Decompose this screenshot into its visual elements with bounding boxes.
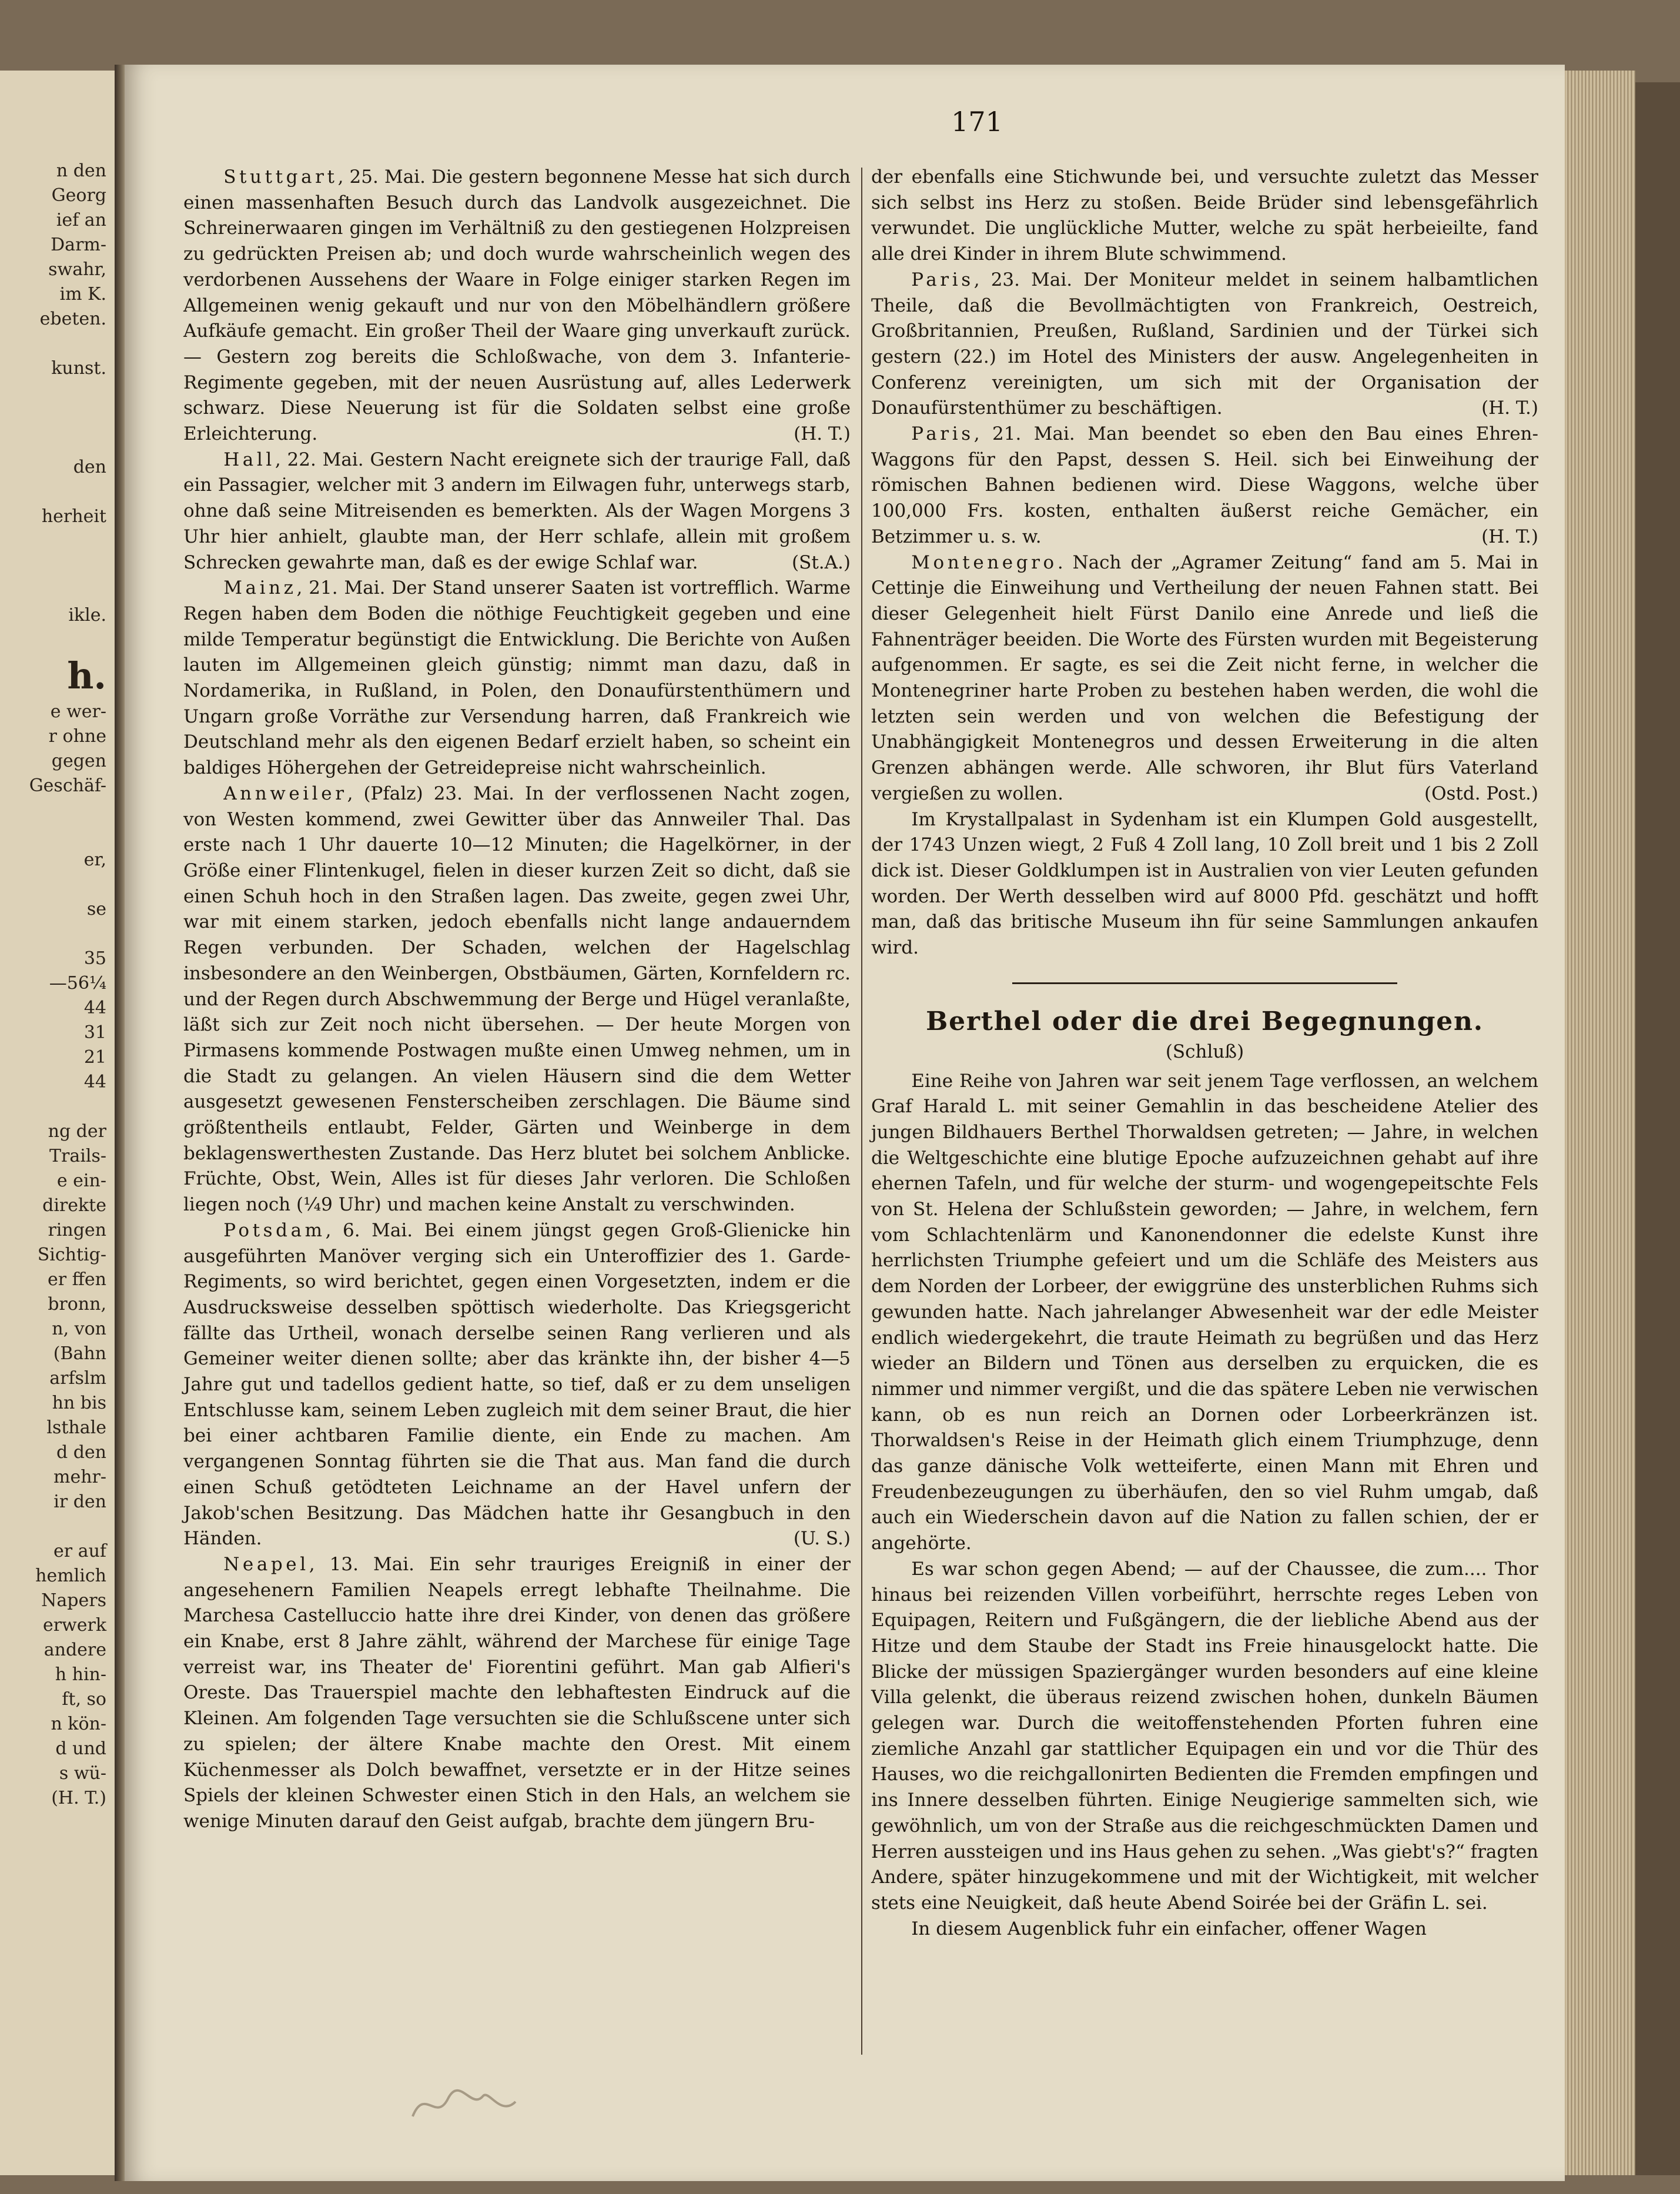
left-page-fragment: erwerk [42, 1615, 106, 1636]
news-paragraph [183, 165, 851, 447]
paragraph-text: der ebenfalls eine Stichwunde bei, und versuchte zuletzt das Messer sich selbst ins Herz zu stoßen. Beide Brüder sind lebensgefährlich verwundet. Die unglückliche Mutter, welche zu spät herbeieilte, fand alle drei Kinder in ihrem Blute schwimmend. [871, 166, 1538, 265]
left-page-fragment: r ohne [48, 726, 106, 747]
story-title: Berthel oder die drei Begegnungen. [926, 1006, 1484, 1036]
left-page-fragment: e wer- [50, 701, 106, 722]
left-page-fragment: direkte [42, 1195, 106, 1216]
book-cover-edge [1635, 82, 1680, 2175]
paragraph-text: , 13. Mai. Ein sehr trauriges Ereigniß in einer der angesehenern Familien Neapels erregt lebhafte Theilnahme. Die Marchesa Castelluccio hatte ihre drei Kinder, von denen das größere ein Knabe, erst 8 Jahre zählt, während der Marchese für einige Tage verreist war, ins Theater de' Fiorentini geführt. Man gab Alfieri's Oreste. Das Trauerspiel machte den lebhaftesten Eindruck auf die Kleinen. Am folgenden Tage versuchten sie die Schlußscene unter sich zu spielen; der ältere Knabe machte den Orest. Mit einem Küchenmesser als Dolch bewaffnet, versetzte er in der Hitze seines Spiels der kleinen Schwester einen Stich in den Hals, an welchem sie wenige Minuten darauf den Geist aufgab, brachte dem jüngern Bru- [183, 1553, 851, 1832]
left-page-fragment [0, 480, 115, 504]
dateline-place: Paris [911, 423, 974, 445]
newspaper-page [125, 65, 1565, 2181]
left-page-fragment: 44 [83, 1072, 106, 1092]
left-page-fragment: d den [56, 1442, 106, 1463]
left-page-fragment: —56¼ [49, 973, 106, 994]
left-page-fragment: er ffen [47, 1269, 106, 1290]
news-paragraph [183, 1552, 851, 1835]
news-paragraph [871, 1917, 1538, 1942]
left-page-fragment: h hin- [55, 1664, 106, 1685]
left-page-fragment: d und [55, 1738, 106, 1759]
paragraph-text: Im Krystallpalast in Sydenham ist ein Klumpen Gold ausgestellt, der 1743 Unzen wiegt, 2 Fuß 4 Zoll lang, 10 Zoll breit und 1 bis 2 Zoll dick ist. Dieser Goldklumpen ist in Australien von vier Leuten gefunden worden. Der Werth desselben wird auf 8000 Pfd. geschätzt und hofft man, daß das britische Museum ihn für seine Sammlungen ankaufen wird. [871, 808, 1538, 959]
left-page-fragment: ikle. [68, 605, 106, 626]
left-page-fragment: (Bahn [53, 1343, 106, 1364]
page-number: 171 [951, 106, 1003, 138]
dateline-place: Potsdam [223, 1219, 326, 1241]
left-page-fragment: se [86, 899, 106, 919]
left-page-fragment: 21 [83, 1047, 106, 1068]
left-page-fragment: Sichtig- [37, 1245, 106, 1265]
source-attribution: (Ostd. Post.) [1424, 782, 1538, 804]
dateline-place: Mainz [223, 577, 297, 599]
news-paragraph [871, 422, 1538, 550]
left-page-fragment: e ein- [56, 1170, 106, 1191]
left-page-fragment [0, 872, 115, 897]
left-page-fragment [0, 381, 115, 406]
left-page-fragment: lsthale [46, 1417, 106, 1438]
left-page-fragment [0, 406, 115, 430]
left-page-fragment: den [73, 457, 106, 477]
left-page-fragment: n den [56, 160, 106, 181]
left-page-fragment: ief an [56, 210, 106, 230]
left-page-fragment [0, 628, 115, 653]
left-page-fragment: bronn, [48, 1294, 106, 1315]
left-page-fragment: er auf [53, 1541, 106, 1561]
left-page-fragment: im K. [59, 284, 106, 305]
left-page-fragment: Darm- [51, 235, 106, 255]
left-page-fragment [0, 554, 115, 578]
source-attribution: (H. T.) [1481, 397, 1538, 419]
left-page-fragment: n kön- [51, 1714, 106, 1734]
right-text-column [871, 165, 1538, 1942]
left-page-fragment: ringen [48, 1220, 106, 1240]
left-page-fragment [0, 1514, 115, 1539]
left-page-fragment: gegen [51, 751, 106, 771]
left-page-fragment: arfslm [49, 1368, 106, 1389]
paragraph-text: Es war schon gegen Abend; — auf der Chaussee, die zum.... Thor hinaus bei reizenden Villen vorbeiführt, herrschte reges Leben von Equipagen, Reitern und Fußgängern, die der liebliche Abend aus der Hitze und dem Staube der Stadt ins Freie hinausgelockt hatte. Die Blicke der müssigen Spaziergänger wurden besonders auf eine kleine Villa gelenkt, die überaus reizend zwischen hohen, dunkeln Bäumen gelegen war. Durch die weitoffenstehenden Pforten fuhren eine ziemliche Anzahl gar stattlicher Equipagen ein und vor die Thür des Hauses, wo die reichgallonirten Bedienten die Fremden empfingen und ins Innere desselben führten. Einige Neugierige sammelten sich, wie gewöhnlich, um von der Straße aus die reichgeschmückten Damen und Herren aussteigen und ins Haus gehen zu sehen. „Was giebt's?“ fragten Andere, später hinzugekommene und mit der Wichtigkeit, mit welcher stets eine Neuigkeit, daß heute Abend Soirée bei der Gräfin L. sei. [871, 1558, 1538, 1914]
source-attribution: (H. T.) [1481, 526, 1538, 547]
left-page-fragment: ft, so [62, 1689, 106, 1710]
news-paragraph [871, 807, 1538, 961]
left-page-fragment: mehr- [53, 1467, 106, 1487]
left-page-fragment: Trails- [49, 1146, 106, 1166]
left-page-fragments [0, 159, 115, 1811]
paragraph-text: , 6. Mai. Bei einem jüngst gegen Groß-Glienicke hin ausgeführten Manöver verging sich ein Unteroffizier des 1. Garde-Regiments, so wird berichtet, gegen einen Vorgesetzten, indem er die Ausdrucksweise desselben spöttisch wiederholte. Das Kriegsgericht fällte das Urtheil, wonach derselbe seinen Rang verlieren und als Gemeiner weiter dienen sollte; aber das kränkte ihn, der bisher 4—5 Jahre gut und tadellos gedient hatte, so tief, daß er zu dem unseligen Entschlusse kam, seinem Leben zugleich mit dem seiner Braut, die hier bei einer achtbaren Familie diente, ein Ende zu machen. Am vergangenen Sonntag führten sie die That aus. Man fand die durch einen Schuß getödteten Leichname an der Havel unfern der Jakob'schen Besitzung. Das Mädchen hatte ihr Gesangbuch in den Händen. [183, 1219, 851, 1550]
left-page-fragment: hn bis [52, 1393, 106, 1413]
left-page-fragment: s wü- [59, 1763, 106, 1784]
dateline-place: Paris [911, 269, 974, 290]
news-paragraph [871, 1557, 1538, 1917]
left-page-fragment: ir den [53, 1491, 106, 1512]
paragraph-text: In diesem Augenblick fuhr ein einfacher, offener Wagen [911, 1918, 1427, 1939]
left-page-fragment: Napers [41, 1590, 106, 1611]
left-page-fragment: 44 [83, 998, 106, 1018]
source-attribution: (St.A.) [792, 551, 851, 573]
left-page-fragment: Geschäf- [29, 775, 106, 796]
paragraph-text: , 25. Mai. Die gestern begonnene Messe hat sich durch einen massenhaften Besuch durch das Landvolk ausgezeichnet. Die Schreinerwaaren gingen im Verhältniß zu den gestiegenen Holzpreisen zu gedrückten Preisen ab; und doch wurde wahrscheinlich wegen des verdorbenen Aussehens der Waare in Folge einiger starken Regen im Allgemeinen wenig gekauft und nur von den Möbelhändlern größere Aufkäufe gemacht. Ein großer Theil der Waare ging unverkauft zurück. — Gestern zog bereits die Schloßwache, von dem 3. Infanterie-Regimente gegeben, mit der neuen Ausrüstung auf, alles Lederwerk schwarz. Diese Neuerung ist für die Soldaten selbst eine große Erleichterung. [183, 166, 851, 445]
left-page-fragment: ebeten. [39, 309, 106, 329]
left-page-fragment: kunst. [51, 358, 106, 379]
left-page-fragment: (H. T.) [51, 1788, 106, 1808]
dateline-place: Hall [223, 449, 275, 470]
dateline-place: Stuttgart [223, 166, 338, 188]
news-paragraph [183, 1218, 851, 1552]
paragraph-text: . Nach der „Agramer Zeitung“ fand am 5. Mai in Cettinje die Einweihung und Vertheilung der neuen Fahnen statt. Bei dieser Gelegenheit hielt Fürst Danilo eine Anrede und ließ die Fahnenträger beeiden. Die Worte des Fürsten wurden mit Begeisterung aufgenommen. Er sagte, es sei die Zeit nicht ferne, in welcher die Montenegriner harte Proben zu bestehen haben werden, die wohl die letzten sein werden und von welchen die Befestigung der Unabhängigkeit Montenegros und dessen Erweiterung in die alten Grenzen abhängen werde. Alle schworen, ihr Blut fürs Vaterland vergießen zu wollen. [871, 551, 1538, 804]
left-page-fragment [0, 529, 115, 554]
handwritten-mark [407, 2081, 524, 2128]
left-page-fragment [0, 922, 115, 947]
left-page-fragment: er, [83, 849, 106, 870]
column-divider [861, 168, 862, 2055]
left-page-fragment [0, 1095, 115, 1119]
dateline-place: Annweiler [223, 782, 347, 804]
news-paragraph [871, 267, 1538, 422]
left-page-fragment: herheit [41, 506, 106, 527]
left-page-fragment: swahr, [48, 259, 106, 280]
left-page-fragment [0, 823, 115, 848]
left-page-fragment: ng der [48, 1121, 106, 1142]
left-page-fragment: h. [67, 654, 106, 697]
left-page-fragment: andere [43, 1640, 106, 1660]
left-page-fragment [0, 430, 115, 455]
left-page-fragment: n, von [52, 1319, 106, 1339]
news-paragraph [183, 576, 851, 781]
source-attribution: (H. T.) [794, 423, 851, 445]
paragraph-text: , 21. Mai. Der Stand unserer Saaten ist vortrefflich. Warme Regen haben dem Boden die nöthige Feuchtigkeit gegeben und eine milde Temperatur begünstigt die Entwicklung. Die Berichte von Außen lauten im Allgemeinen gleich günstig; nimmt man dazu, daß in Nordamerika, in Rußland, in Polen, den Donaufürstenthümern und Ungarn große Vorräthe zur Versendung harren, daß Frankreich wie Deutschland mehr als den eigenen Bedarf erzielt haben, so scheint ein baldiges Höhergehen der Getreidepreise nicht wahrscheinlich. [183, 577, 851, 779]
left-page-fragment: 31 [83, 1022, 106, 1043]
source-attribution: (U. S.) [793, 1528, 851, 1550]
paragraph-text: , 21. Mai. Man beendet so eben den Bau eines Ehren-Waggons für den Papst, dessen S. Heil. sich bei Einweihung der römischen Bahnen bedienen wird. Diese Waggons, welche über 100,000 Frs. kosten, enthalten äußerst reiche Gemächer, ein Betzimmer u. s. w. [871, 423, 1538, 547]
dateline-place: Neapel [223, 1553, 309, 1575]
paragraph-text: , (Pfalz) 23. Mai. In der verflossenen Nacht zogen, von Westen kommend, zwei Gewitter über das Annweiler Thal. Das erste nach 1 Uhr dauerte 10—12 Minuten; die Hagelkörner, in der Größe einer Flintenkugel, fielen in dieser kurzen Zeit so dicht, daß sie einen Schuh hoch in den Straßen lagen. Das zweite, gegen zwei Uhr, war mit einem starken, jedoch ebenfalls nicht lange andauerndem Regen verbunden. Der Schaden, welchen der Hagelschlag insbesondere an den Weinbergen, Obstbäumen, Gärten, Kornfeldern rc. und der Regen durch Abschwemmung der Berge und Hügel veranlaßte, läßt sich zur Zeit noch nicht übersehen. — Der heute Morgen von Pirmasens kommende Postwagen mußte einen Umweg nehmen, um in die Stadt zu gelangen. An vielen Häusern sind die dem Wetter ausgesetzt gewesenen Fensterscheiben zerschlagen. Die Bäume sind größtentheils entlaubt, Felder, Gärten und Weinberge in dem beklagenswerthesten Zustande. Das Herz blutet bei solchem Anblicke. Früchte, Obst, Wein, Alles ist für dieses Jahr verloren. Die Schloßen liegen noch (¼9 Uhr) und machen keine Anstalt zu verschwinden. [183, 782, 851, 1216]
section-separator [1012, 982, 1397, 984]
left-page-fragment: 35 [83, 948, 106, 969]
left-page-fragment [0, 798, 115, 823]
left-page-fragment [0, 578, 115, 603]
paragraph-text: , 22. Mai. Gestern Nacht ereignete sich der traurige Fall, daß ein Passagier, welcher mit 3 andern im Eilwagen fuhr, unterwegs starb, ohne daß seine Mitreisenden es bemerkten. Als der Wagen Morgens 3 Uhr hier anhielt, glaubte man, der Herr schlafe, allein mit großem Schrecken gewahrte man, daß es der ewige Schlaf war. [183, 449, 851, 573]
news-paragraph [871, 550, 1538, 807]
news-paragraph [183, 447, 851, 576]
news-paragraph [871, 165, 1538, 267]
paragraph-text: , 23. Mai. Der Moniteur meldet in seinem halbamtlichen Theile, daß die Bevollmächtigten von Frankreich, Oestreich, Großbritannien, Preußen, Rußland, Sardinien und der Türkei sich gestern (22.) im Hotel des Ministers der ausw. Angelegenheiten in Conferenz vereinigten, um sich mit der Organisation der Donaufürstenthümer zu beschäftigen. [871, 269, 1538, 419]
left-page-fragment [0, 332, 115, 356]
paragraph-text: Eine Reihe von Jahren war seit jenem Tage verflossen, an welchem Graf Harald L. mit seiner Gemahlin in das bescheidene Atelier des jungen Bildhauers Berthel Thorwaldsen getreten; — Jahre, in welchen die Weltgeschichte eine blutige Epoche aufzuzeichnen gehabt auf ihre ehernen Tafeln, und für welche der sturm- und wogengepeitschte Fels von St. Helena der Schlußstein geworden; — Jahre, in welchem, fern vom Schlachtenlärm und Kanonendonner die edelste Kunst ihre herrlichsten Triumphe gefeiert und um die Schläfe des Meisters aus dem Norden der Lorbeer, der ewiggrüne des unsterblichen Ruhms sich gewunden hatte. Nach jahrelanger Abwesenheit war der edle Meister endlich wiedergekehrt, die traute Heimath zu begrüßen und das Herz wieder an Bildern und Tönen aus derselben zu erquicken, die es nimmer und nimmer vergißt, und die das spätere Leben nie verwischen kann, ob es nun reich an Dornen oder Lorbeerkränzen ist. Thorwaldsen's Reise in der Heimath glich einem Triumphzuge, denn das ganze dänische Volk wetteiferte, einen Mann mit Ehren und Freudenbezeugungen zu überhäufen, den so viel Ruhm umgab, daß auch ein Wiederschein davon auf die Nation zu fallen schien, der er angehörte. [871, 1070, 1538, 1554]
news-paragraph [871, 1069, 1538, 1557]
story-subtitle: (Schluß) [1165, 1041, 1244, 1062]
left-page-edge [0, 71, 115, 2175]
dateline-place: Montenegro [911, 551, 1057, 573]
left-page-fragment: Georg [51, 185, 106, 206]
news-paragraph [183, 781, 851, 1218]
left-text-column [183, 165, 851, 1835]
page-stack-edges [1565, 71, 1635, 2175]
left-page-fragment: hemlich [35, 1566, 106, 1586]
